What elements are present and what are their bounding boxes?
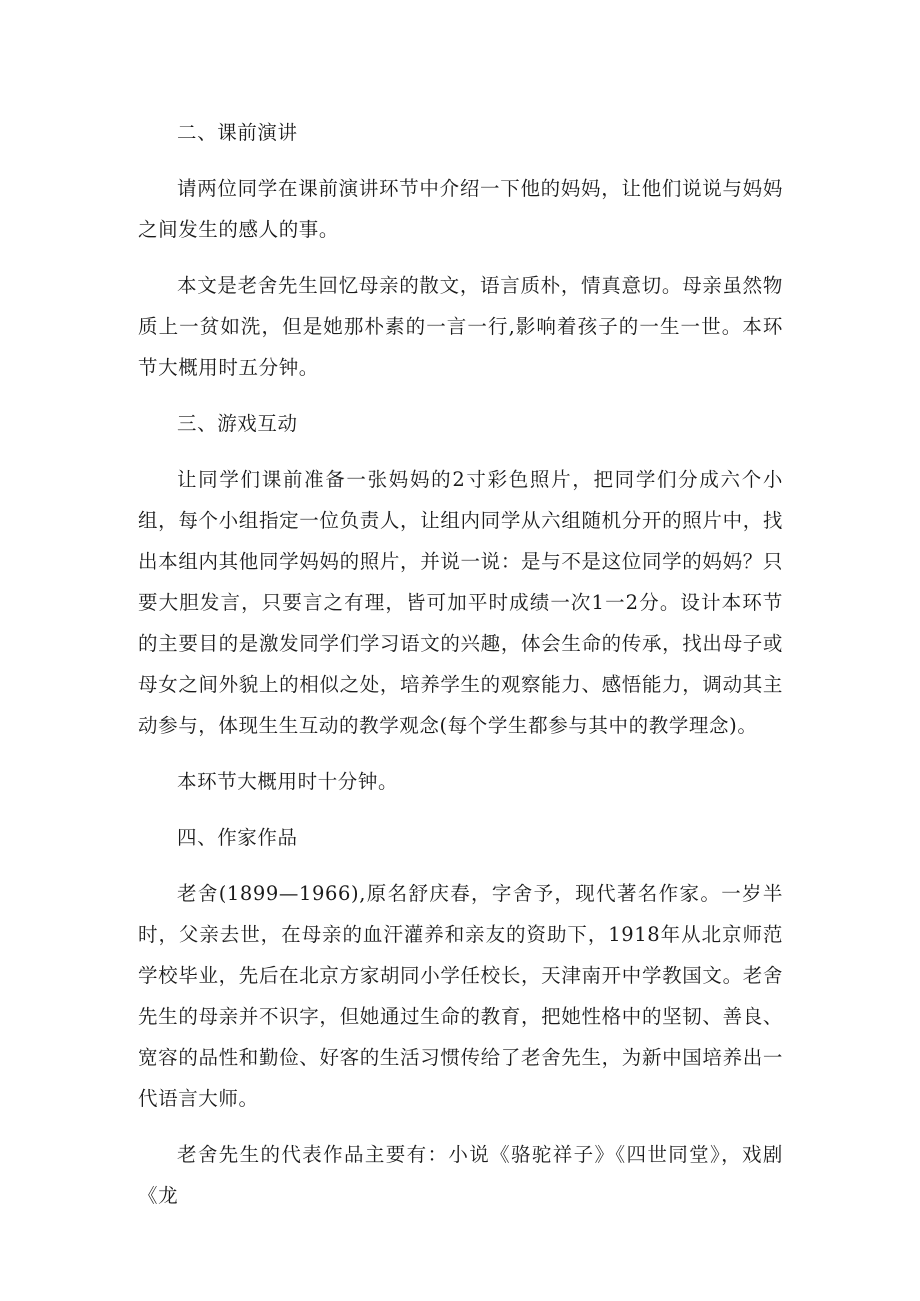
paragraph-representative-works: 老舍先生的代表作品主要有：小说《骆驼祥子》《四世同堂》，戏剧《龙 [138,1143,783,1207]
document-body [138,112,783,1216]
section-heading-game: 三、游戏互动 [177,412,298,435]
paragraph-game-description: 让同学们课前准备一张妈妈的2寸彩色照片，把同学们分成六个小组，每个小组指定一位负责人，让组内同学从六组随机分开的照片中，找出本组内其他同学妈妈的照片，并说一说：是与不是这位同学的妈妈？只要大胆发言，只要言之有理，皆可加平时成绩一次1一2分。设计本环节的主要目的是激发同学们学习语文的兴趣，体会生命的传承，找出母子或母女之间外貌上的相似之处，培养学生的观察能力、感悟能力，调动其主动参与，体现生生互动的教学观念(每个学生都参与其中的教学理念)。 [138,468,783,737]
paragraph-author-bio: 老舍(1899—1966),原名舒庆春，字舍予，现代著名作家。一岁半时，父亲去世，在母亲的血汗灌养和亲友的资助下，1918年从北京师范学校毕业，先后在北京方家胡同小学任校长，天津南开中学教国文。老舍先生的母亲并不识字，但她通过生命的教育，把她性格中的坚韧、善良、宽容的品性和勤俭、好客的生活习惯传给了老舍先生，为新中国培养出一代语言大师。 [138,882,783,1110]
section-heading-works: 四、作家作品 [177,826,298,849]
paragraph-game-duration: 本环节大概用时十分钟。 [177,770,399,793]
paragraph-speech-intro: 请两位同学在课前演讲环节中介绍一下他的妈妈，让他们说说与妈妈之间发生的感人的事。 [138,177,783,241]
section-heading-speech: 二、课前演讲 [177,121,298,144]
paragraph-speech-summary: 本文是老舍先生回忆母亲的散文，语言质朴，情真意切。母亲虽然物质上一贫如洗，但是她那朴素的一言一行,影响着孩子的一生一世。本环节大概用时五分钟。 [138,274,783,379]
